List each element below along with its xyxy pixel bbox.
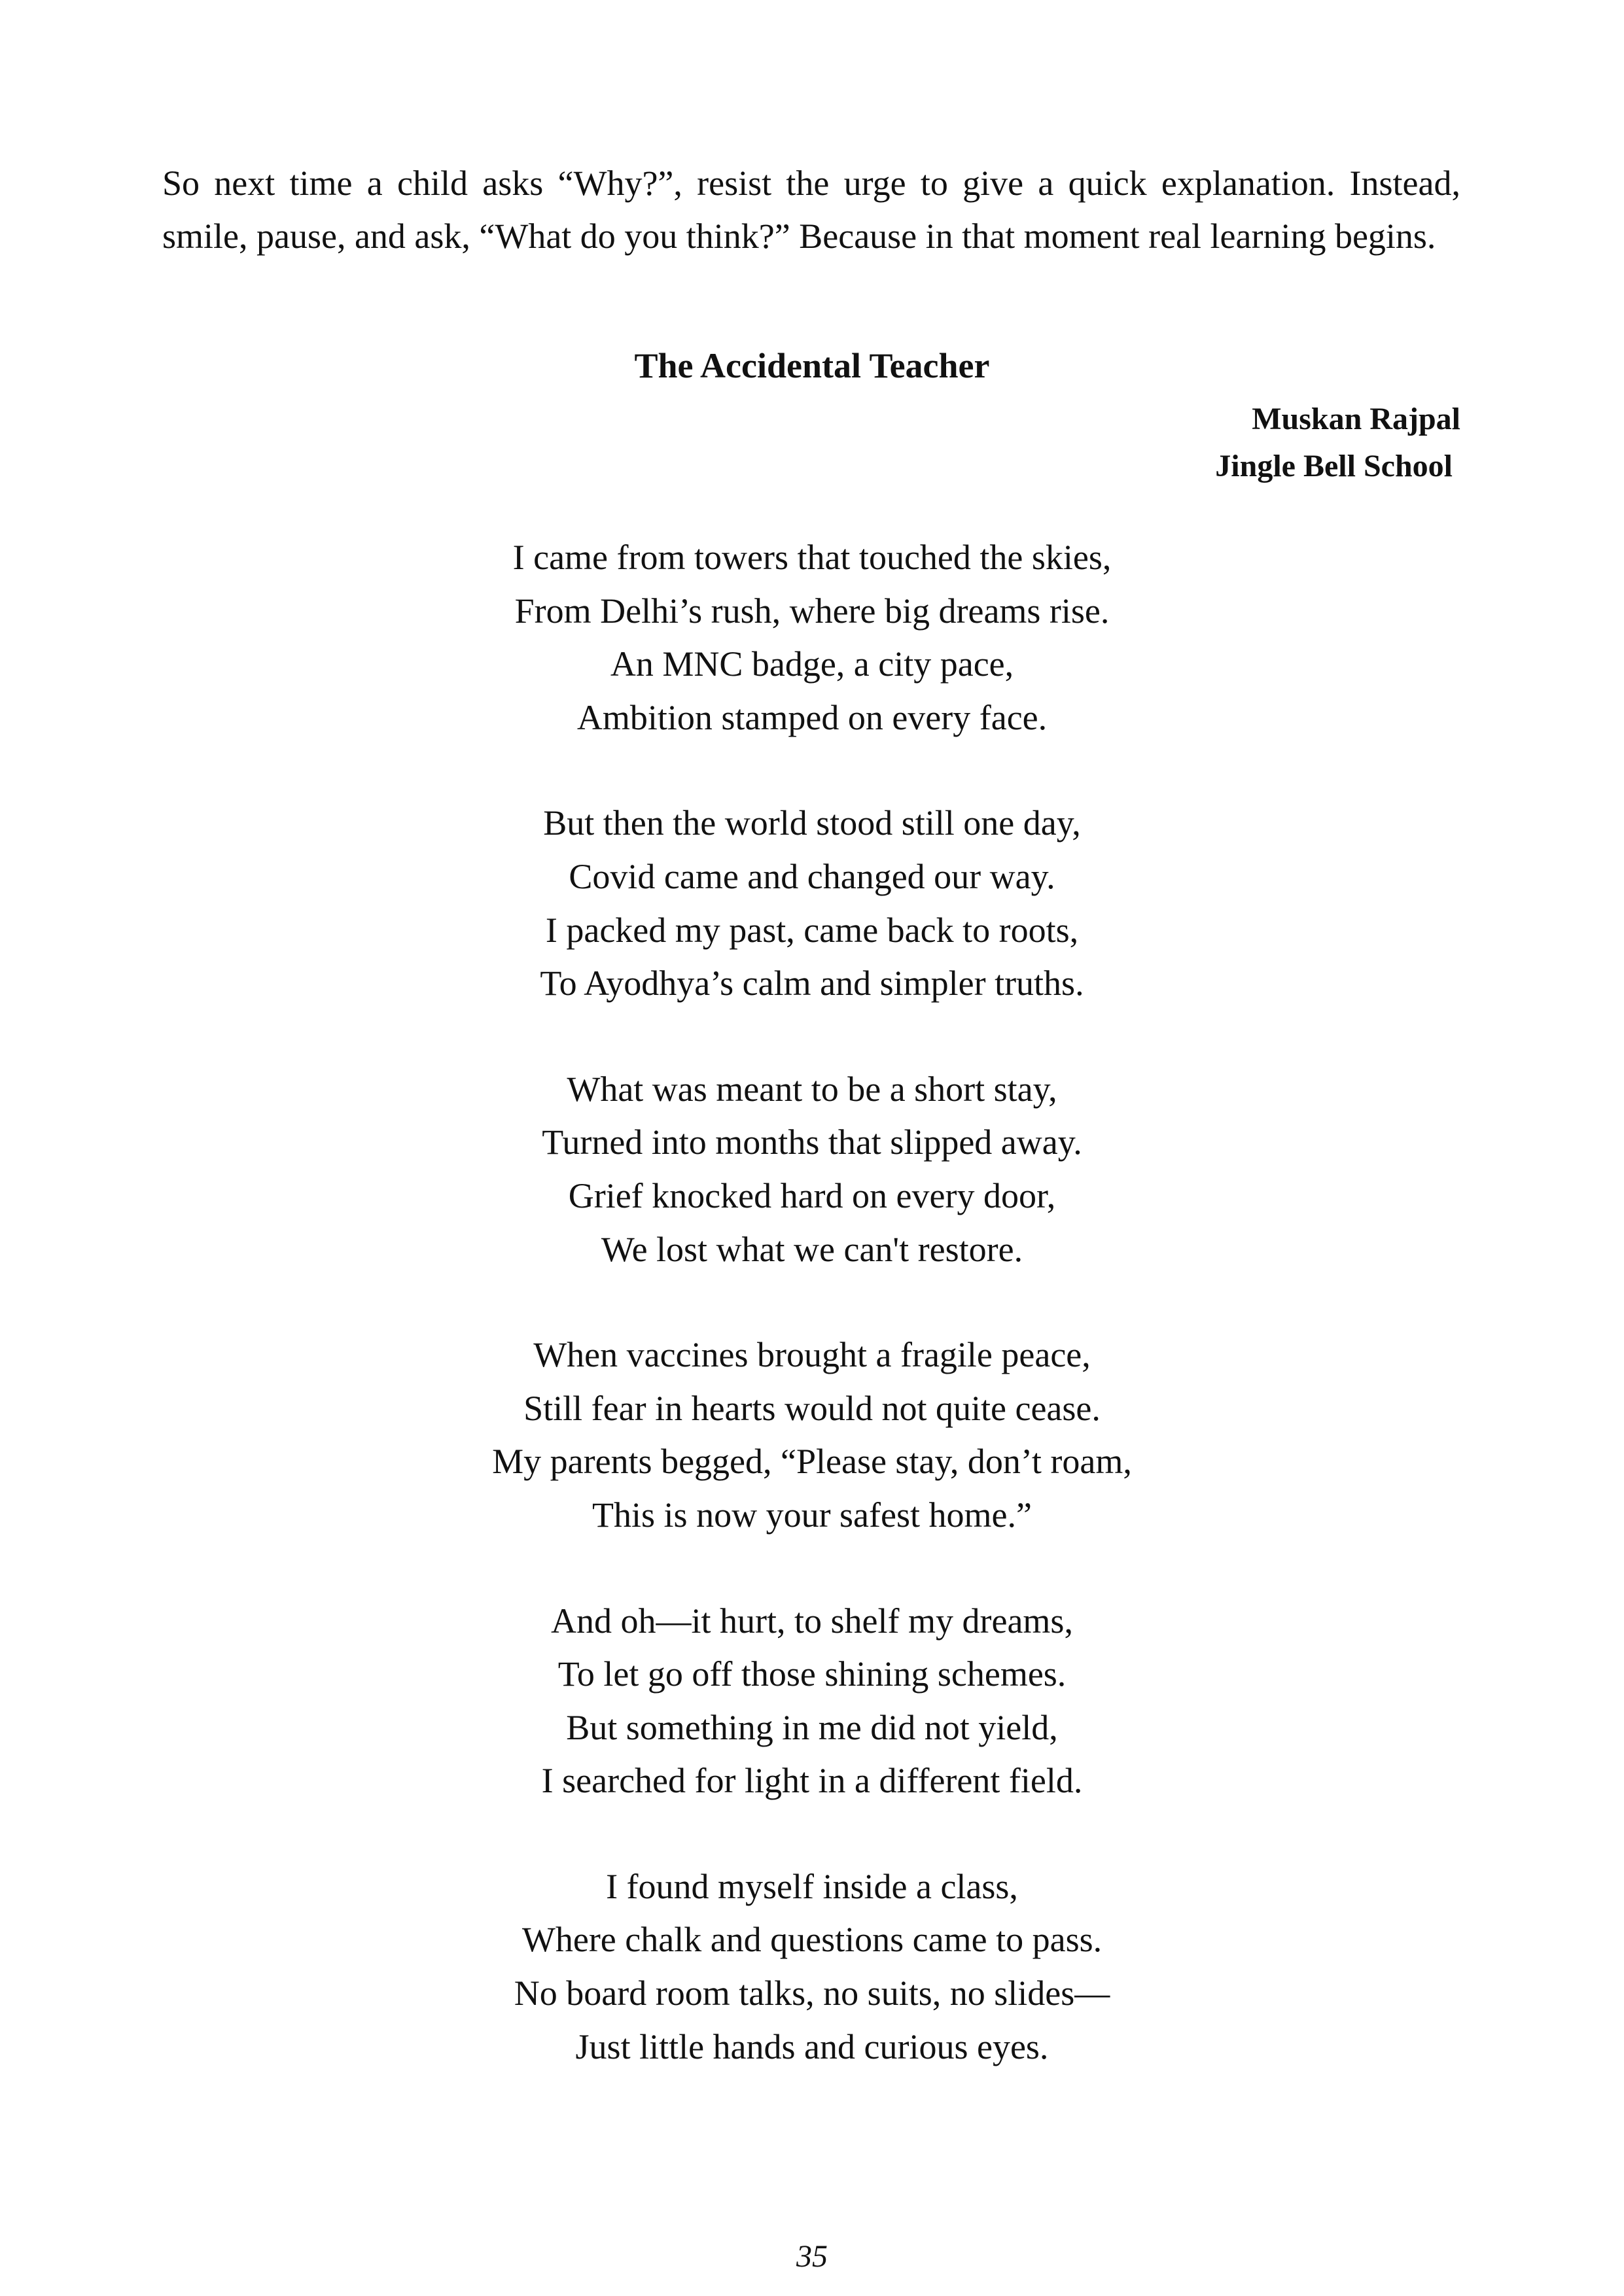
poem-line: Where chalk and questions came to pass. [521, 1920, 1103, 1960]
poem-title: The Accidental Teacher [634, 346, 990, 385]
poem-line: What was meant to be a short stay, [567, 1069, 1057, 1109]
poem-line: Still fear in hearts would not quite cease. [523, 1388, 1101, 1428]
poem-line: Grief knocked hard on every door, [568, 1175, 1056, 1215]
poem-line: Ambition stamped on every face. [576, 697, 1048, 737]
stanza [0, 1329, 1624, 1542]
poem-line: My parents begged, “Please stay, don’t roam, [492, 1442, 1132, 1482]
stanza [0, 1595, 1624, 1808]
poem-line: Just little hands and curious eyes. [575, 2026, 1049, 2066]
poem-line: No board room talks, no suits, no slides— [514, 1974, 1110, 2013]
poem-line: But then the world stood still one day, [543, 803, 1081, 843]
poem-line: This is now your safest home.” [592, 1495, 1032, 1535]
poem-line: From Delhi’s rush, where big dreams rise. [514, 591, 1110, 631]
poem-line: I packed my past, came back to roots, [545, 910, 1079, 950]
intro-paragraph: So next time a child asks “Why?”, resist the urge to give a quick explanation. Instead, smile, pause, and ask, “What do you think?” Because in that moment real learning begins. [162, 164, 1460, 256]
poem-line: To Ayodhya’s calm and simpler truths. [540, 964, 1084, 1003]
poem-line: An MNC badge, a city pace, [610, 644, 1014, 684]
poem-line: Covid came and changed our way. [569, 856, 1055, 896]
poem-body [0, 531, 1624, 2126]
poem-line: I came from towers that touched the skies, [512, 538, 1112, 577]
poem-line: Turned into months that slipped away. [542, 1122, 1082, 1162]
stanza [0, 531, 1624, 744]
page-number: 35 [796, 2239, 828, 2274]
author-block [1215, 396, 1460, 490]
poem-line: But something in me did not yield, [566, 1707, 1058, 1747]
stanza [0, 1860, 1624, 2074]
poem-line: To let go off those shining schemes. [557, 1654, 1067, 1694]
author-name: Muskan Rajpal [1252, 402, 1460, 436]
poem-line: We lost what we can't restore. [601, 1229, 1023, 1269]
stanza [0, 797, 1624, 1010]
author-school: Jingle Bell School [1215, 449, 1453, 483]
poem-line: I found myself inside a class, [606, 1866, 1018, 1906]
poem-line: I searched for light in a different field. [541, 1761, 1083, 1801]
stanza [0, 1063, 1624, 1276]
poem-line: When vaccines brought a fragile peace, [533, 1335, 1091, 1375]
poem-line: And oh—it hurt, to shelf my dreams, [551, 1601, 1073, 1641]
